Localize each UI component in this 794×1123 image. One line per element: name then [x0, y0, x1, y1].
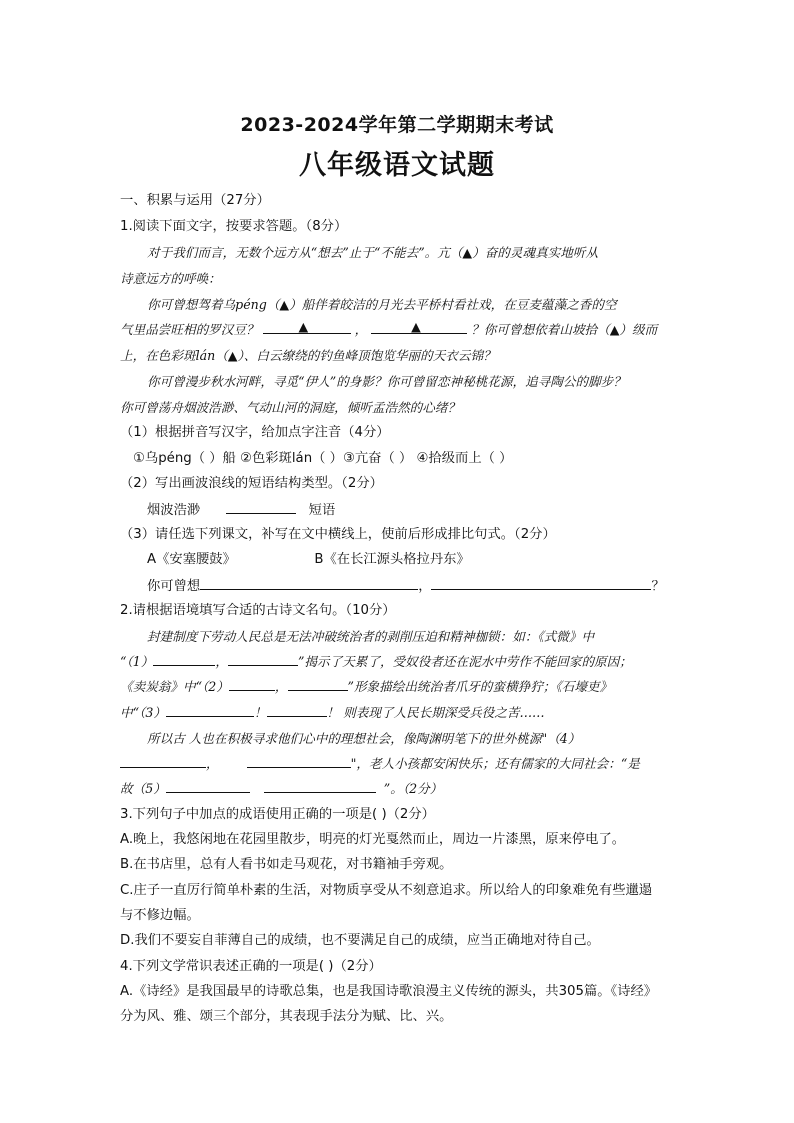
q1-text: ？你可曾想依着山坡拾（▲）级而 [471, 322, 658, 337]
answer-blank[interactable] [288, 678, 348, 691]
q2-line [120, 755, 680, 773]
q1-passage-line: 上，在色彩斑lán（▲）、白云缭绕的钓鱼峰顶饱览华丽的天衣云锦？ [120, 348, 496, 363]
q2-stem: 2.请根据语境填写合适的古诗文名句。（10分） [120, 603, 396, 618]
answer-blank[interactable] [267, 704, 327, 717]
q1-sub2: （2）写出画波浪线的短语结构类型。（2分） [120, 476, 383, 491]
q2-line: 封建制度下劳动人民总是无法冲破统治者的剥削压迫和精神枷锁：如：《式微》中 [147, 629, 595, 644]
q1-text: 气里品尝旺相的罗汉豆？ [120, 322, 259, 337]
q1-passage-line: 你可曾想驾着乌péng（▲）船伴着皎洁的月光去平桥村看社戏，在豆麦蕴藻之香的空 [147, 297, 617, 312]
answer-blank[interactable] [371, 321, 467, 334]
answer-blank[interactable] [247, 755, 351, 768]
q3-option-a: A.晚上，我悠闲地在花园里散步，明亮的灯光戛然而止，周边一片漆黑，原来停电了。 [120, 832, 626, 847]
blank-marker: ▲ [411, 319, 421, 334]
q2-text: "，老人小孩都安闲快乐；还有儒家的大同社会：“是 [350, 756, 640, 771]
q3-option-d: D.我们不要妄自菲薄自己的成绩，也不要满足自己的成绩，应当正确地对待自己。 [120, 933, 600, 948]
blank-marker: ▲ [298, 319, 309, 334]
exam-subtitle: 八年级语文试题 [299, 150, 495, 181]
q1-sub1: （1）根据拼音写汉字，给加点字注音（4分） [120, 425, 390, 440]
answer-prefix: 你可曾想 [147, 579, 201, 594]
answer-blank[interactable] [264, 780, 376, 793]
exam-title: 2023-2024学年第二学期期末考试 [240, 114, 554, 136]
answer-blank[interactable] [166, 704, 254, 717]
answer-blank[interactable] [226, 501, 296, 514]
q1-sub3-answer-line [147, 577, 707, 596]
q1-sub3: （3）请任选下列课文，补写在文中横线上，使前后形成排比句式。（2分） [120, 527, 556, 542]
option-b: B《在长江源头格拉丹东》 [314, 552, 470, 567]
answer-blank[interactable] [431, 577, 651, 590]
q1-passage-line: 你可曾荡舟烟波浩渺、气动山河的洞庭，倾听孟浩然的心绪？ [120, 400, 461, 415]
question-mark: ？ [651, 579, 665, 594]
answer-blank[interactable] [166, 780, 250, 793]
comma: ， [418, 579, 432, 594]
option-a: A《安塞腰鼓》 [147, 552, 236, 567]
q2-text: ”形象描绘出统治者爪牙的蛮横狰狞；《石壕吏》 [347, 679, 613, 694]
q1-text: ， [354, 322, 368, 337]
q2-text: ！ [253, 705, 267, 720]
q3-option-c: C.庄子一直厉行简单朴素的生活，对物质享受从不刻意追求。所以给人的印象难免有些邋遢 [120, 883, 653, 898]
q2-text: ， [274, 679, 288, 694]
answer-blank[interactable] [228, 653, 298, 666]
q2-line: 所以古 人也在积极寻求他们心中的理想社会，像陶渊明笔下的世外桃源"（4） [147, 731, 581, 746]
q2-line [120, 704, 680, 722]
q3-option-c-cont: 与不修边幅。 [120, 908, 200, 923]
q2-text: 中“（3） [120, 705, 166, 720]
q1-passage-line: 对于我们而言，无数个远方从“想去”止于“不能去”。亢（▲）奋的灵魂真实地听从 [147, 245, 599, 260]
q1-sub3-options [147, 551, 707, 569]
answer-blank[interactable] [229, 678, 275, 691]
q2-line [120, 653, 680, 671]
q1-passage-line [120, 321, 680, 339]
q4-option-a-cont: 分为风、雅、颂三个部分，其表现手法分为赋、比、兴。 [120, 1009, 453, 1024]
section-heading: 一、积累与运用（27分） [120, 193, 270, 208]
q3-option-b: B.在书店里，总有人看书如走马观花，对书籍袖手旁观。 [120, 857, 453, 872]
q2-text: 故（5） [120, 781, 166, 796]
q1-sub1-items: ①乌péng（ ）船 ②色彩斑lán（ ）③亢奋（ ） ④拾级而上（ ） [133, 451, 513, 466]
q2-text: 《卖炭翁》中“（2） [120, 679, 229, 694]
q4-stem: 4.下列文学常识表述正确的一项是( )（2分） [120, 959, 382, 974]
q3-stem: 3.下列句子中加点的成语使用正确的一项是( )（2分） [120, 807, 435, 822]
q4-option-a: A.《诗经》是我国最早的诗歌总集，也是我国诗歌浪漫主义传统的源头，共305篇。《诗经》 [120, 984, 658, 999]
q2-text: ， [206, 756, 219, 771]
answer-blank[interactable] [120, 755, 206, 768]
q1-stem: 1.阅读下面文字，按要求答题。（8分） [120, 219, 348, 234]
q2-text: ！ 则表现了人民长期深受兵役之苦…… [326, 705, 545, 720]
q2-text: ”。（2分） [383, 781, 443, 796]
q1-passage-line: 诗意远方的呼唤： [120, 271, 221, 286]
q2-line [120, 780, 680, 798]
q1-sub2-item [147, 501, 707, 520]
phrase: 烟波浩渺 [147, 503, 201, 518]
answer-blank[interactable] [263, 321, 351, 334]
q2-text: “（1） [120, 654, 154, 669]
q2-text: ， [215, 654, 228, 669]
phrase-suffix: 短语 [308, 503, 336, 518]
q1-passage-line: 你可曾漫步秋水河畔，寻觅“伊人”的身影？你可曾留恋神秘桃花源，追寻陶公的脚步？ [147, 374, 626, 389]
q2-line [120, 678, 680, 696]
answer-blank[interactable] [200, 577, 418, 590]
answer-blank[interactable] [153, 653, 215, 666]
q2-text: ”揭示了天累了，受奴役者还在泥水中劳作不能回家的原因； [297, 654, 632, 669]
